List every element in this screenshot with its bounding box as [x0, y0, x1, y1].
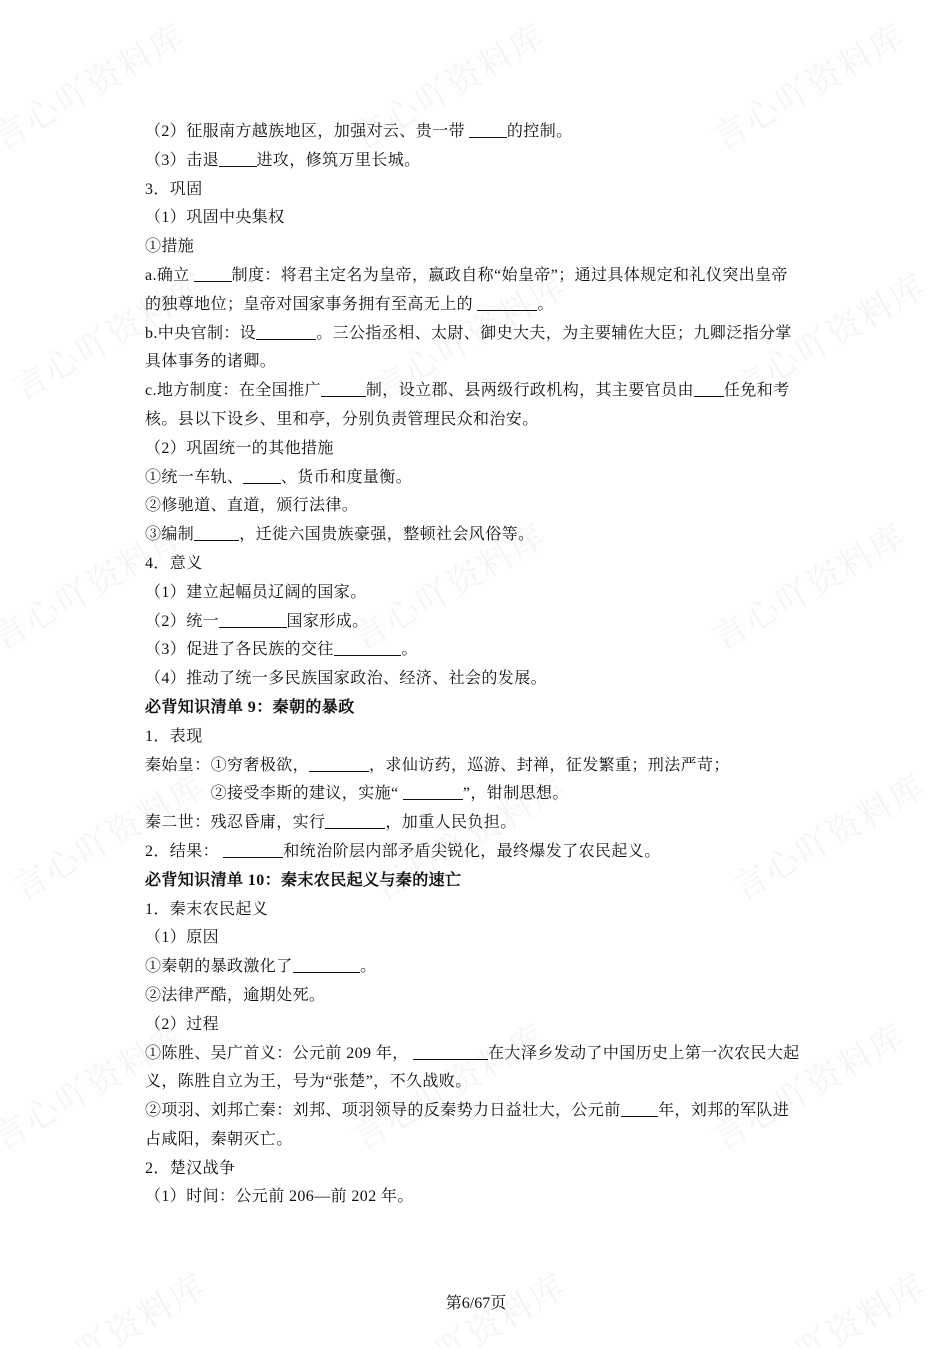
- text-line: [145, 1183, 815, 1212]
- text-line: [145, 982, 815, 1011]
- text-segment: （2）统一: [145, 612, 220, 630]
- text-line: [145, 1155, 815, 1184]
- section-heading: [145, 867, 815, 896]
- text-segment: b.中央官制：设: [145, 324, 257, 342]
- text-segment: ②修驰道、直道，颁行法律。: [145, 497, 359, 515]
- text-segment: 3．巩固: [145, 180, 203, 198]
- text-segment: 制，设立郡、县两级行政机构，其主要官员由: [365, 382, 694, 400]
- text-segment: （3）促进了各民族的交往: [145, 641, 334, 659]
- text-line: [145, 665, 815, 694]
- text-segment: 1．秦末农民起义: [145, 900, 269, 918]
- text-line: [145, 838, 815, 867]
- text-line: [145, 176, 815, 205]
- text-line: [145, 118, 815, 147]
- text-segment: 制度：将君主定名为皇帝，嬴政自称“始皇帝”；通过具体规定和礼仪突出皇帝: [231, 266, 788, 284]
- text-segment: 的独尊地位；皇帝对国家事务拥有至高无上的: [145, 295, 478, 313]
- text-line: [145, 550, 815, 579]
- text-segment: a.确立: [145, 266, 195, 284]
- text-segment: 。: [360, 958, 377, 976]
- text-segment: ②接受李斯的建议，实施“: [145, 785, 403, 803]
- text-segment: 和统治阶层内部矛盾尖锐化，最终爆发了农民起义。: [283, 842, 661, 860]
- text-segment: （2）过程: [145, 1015, 220, 1033]
- text-segment: ①秦朝的暴政激化了: [145, 958, 293, 976]
- text-line: [145, 780, 815, 809]
- fill-in-blank: [194, 524, 239, 541]
- text-line: [145, 1011, 815, 1040]
- text-line: [145, 233, 815, 262]
- text-segment: （4）推动了统一多民族国家政治、经济、社会的发展。: [145, 670, 548, 688]
- fill-in-blank: [309, 755, 369, 772]
- fill-in-blank: [321, 380, 366, 397]
- text-segment: 任免和考: [723, 382, 790, 400]
- fill-in-blank: [621, 1100, 659, 1117]
- text-segment: c.地方制度：在全国推广: [145, 382, 321, 400]
- text-line: [145, 752, 815, 781]
- fill-in-blank: [194, 265, 232, 282]
- text-segment: ②法律严酷，逾期处死。: [145, 986, 326, 1004]
- text-line: [145, 924, 815, 953]
- text-line: [145, 1097, 815, 1126]
- text-segment: 1．表现: [145, 727, 203, 745]
- text-segment: ③编制: [145, 526, 195, 544]
- text-segment: ①陈胜、吴广首义：公元前 209 年，: [145, 1044, 414, 1062]
- fill-in-blank: [694, 380, 724, 397]
- fill-in-blank: [403, 783, 463, 800]
- text-line: [145, 1126, 815, 1155]
- text-line: [145, 147, 815, 176]
- document-body: [145, 118, 815, 1212]
- text-segment: 4．意义: [145, 554, 203, 572]
- fill-in-blank: [243, 467, 281, 484]
- text-line: [145, 291, 815, 320]
- text-line: [145, 406, 815, 435]
- text-line: [145, 1040, 815, 1069]
- text-line: [145, 262, 815, 291]
- text-segment: 秦二世：残忍昏庸，实行: [145, 814, 326, 832]
- fill-in-blank: [293, 956, 361, 973]
- fill-in-blank: [469, 121, 507, 138]
- text-line: [145, 953, 815, 982]
- fill-in-blank: [325, 812, 385, 829]
- text-segment: （2）征服南方越族地区，加强对云、贵一带: [145, 123, 470, 140]
- text-segment: 必背知识清单 9：秦朝的暴政: [145, 698, 355, 716]
- text-line: [145, 521, 815, 550]
- text-line: [145, 723, 815, 752]
- text-line: [145, 435, 815, 464]
- text-segment: （1）巩固中央集权: [145, 209, 285, 227]
- text-line: [145, 608, 815, 637]
- text-line: [145, 1068, 815, 1097]
- text-segment: 2．楚汉战争: [145, 1159, 236, 1177]
- text-line: [145, 896, 815, 925]
- fill-in-blank: [477, 294, 537, 311]
- text-segment: ”，钳制思想。: [462, 785, 569, 803]
- text-segment: （2）巩固统一的其他措施: [145, 439, 334, 457]
- text-segment: 秦始皇：①穷奢极欲，: [145, 756, 310, 774]
- text-segment: 国家形成。: [286, 612, 369, 630]
- text-segment: （1）建立起幅员辽阔的国家。: [145, 583, 367, 601]
- text-segment: 占咸阳，秦朝灭亡。: [145, 1130, 293, 1148]
- fill-in-blank: [413, 1043, 488, 1060]
- text-segment: 在大泽乡发动了中国历史上第一次农民大起: [488, 1044, 800, 1062]
- text-line: [145, 636, 815, 665]
- fill-in-blank: [223, 841, 283, 858]
- text-segment: 。: [401, 641, 418, 659]
- page-number: 第6/67页: [445, 1295, 507, 1312]
- fill-in-blank: [256, 323, 316, 340]
- fill-in-blank: [219, 611, 287, 628]
- text-segment: ②项羽、刘邦亡秦：刘邦、项羽领导的反秦势力日益壮大，公元前: [145, 1102, 621, 1120]
- text-line: [145, 579, 815, 608]
- fill-in-blank: [219, 150, 257, 167]
- text-line: [145, 348, 815, 377]
- text-segment: ①措施: [145, 238, 195, 256]
- text-segment: ①统一车轨、: [145, 468, 244, 486]
- section-heading: [145, 694, 815, 723]
- text-segment: 进攻，修筑万里长城。: [256, 151, 421, 169]
- text-segment: ，迁徙六国贵族豪强，整顿社会风俗等。: [239, 526, 535, 544]
- text-segment: ，求仙访药，巡游、封禅，征发繁重；刑法严苛；: [369, 756, 730, 774]
- text-segment: ，加重人民负担。: [385, 814, 517, 832]
- text-segment: 具体事务的诸卿。: [145, 353, 277, 371]
- text-segment: （3）击退: [145, 151, 220, 169]
- text-line: [145, 320, 815, 349]
- text-segment: 。: [537, 295, 554, 313]
- text-segment: （1）时间：公元前 206—前 202 年。: [145, 1188, 414, 1206]
- text-segment: 、货币和度量衡。: [280, 468, 413, 486]
- text-segment: 核。县以下设乡、里和亭，分别负责管理民众和治安。: [145, 410, 539, 428]
- text-line: [145, 204, 815, 233]
- fill-in-blank: [334, 639, 402, 656]
- text-segment: 2．结果：: [145, 842, 224, 860]
- text-segment: 义，陈胜自立为王，号为“张楚”，不久战败。: [145, 1073, 472, 1091]
- text-line: [145, 492, 815, 521]
- text-segment: 必背知识清单 10：秦末农民起义与秦的速亡: [145, 871, 462, 889]
- text-segment: 年，刘邦的军队进: [658, 1102, 790, 1120]
- text-segment: （1）原因: [145, 929, 220, 947]
- text-segment: 的控制。: [506, 123, 573, 140]
- text-line: [145, 377, 815, 406]
- text-line: [145, 464, 815, 493]
- text-line: [145, 809, 815, 838]
- text-segment: 。三公指丞相、太尉、御史大夫，为主要辅佐大臣；九卿泛指分掌: [316, 324, 792, 342]
